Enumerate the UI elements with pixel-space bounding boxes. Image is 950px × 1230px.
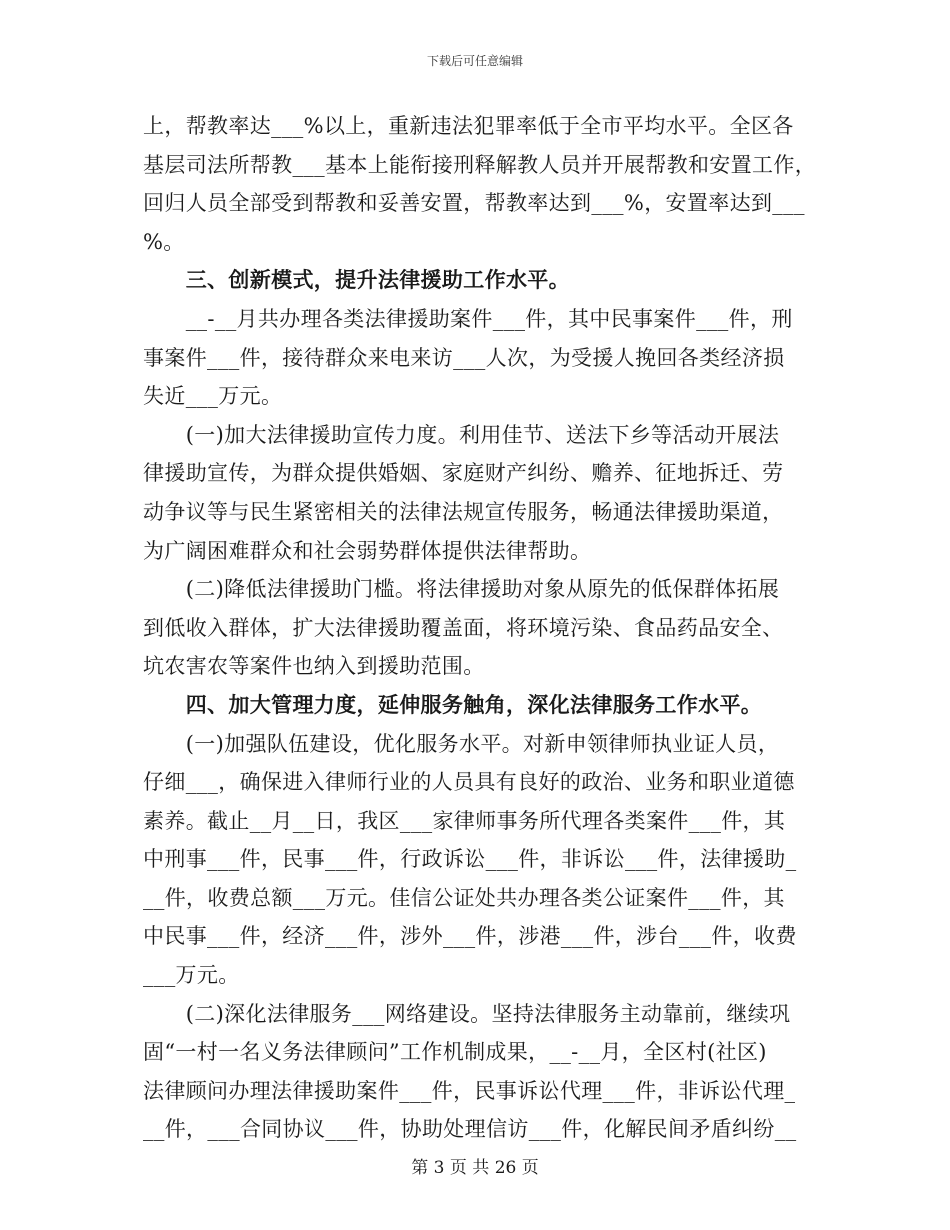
section-heading-3: 三、创新模式，提升法律援助工作水平。 xyxy=(143,267,570,293)
text-line: 回归人员全部受到帮教和妥善安置，帮教率达到___%，安置率达到___ xyxy=(143,191,805,216)
text-line: 律援助宣传，为群众提供婚姻、家庭财产纠纷、赡养、征地拆迁、劳 xyxy=(143,461,784,486)
section-heading-4: 四、加大管理力度，延伸服务触角，深化法律服务工作水平。 xyxy=(143,691,763,717)
text-line: 仔细___，确保进入律师行业的人员具有良好的政治、业务和职业道德 xyxy=(143,770,795,795)
text-line: %。 xyxy=(143,229,185,254)
text-line: 素养。截止__月__日，我区___家律师事务所代理各类案件___件，其 xyxy=(143,808,786,833)
text-line: 事案件___件，接待群众来电来访___人次，为受援人挽回各类经济损 xyxy=(143,345,785,370)
document-body xyxy=(143,107,817,1149)
text-line: 固“一村一名义务法律顾问”工作机制成果，__-__月，全区村(社区) xyxy=(143,1040,767,1065)
text-line: 失近___万元。 xyxy=(143,384,283,409)
text-line: 动争议等与民生紧密相关的法律法规宣传服务，畅通法律援助渠道， xyxy=(143,499,784,524)
page-header: 下载后可任意编辑 xyxy=(426,54,523,68)
text-line: __件，___合同协议___件，协助处理信访___件，化解民间矛盾纠纷__ xyxy=(143,1117,797,1142)
text-line: (一)加大法律援助宣传力度。利用佳节、送法下乡等活动开展法 xyxy=(143,422,780,447)
text-line: (二)深化法律服务___网络建设。坚持法律服务主动靠前，继续巩 xyxy=(143,1001,791,1026)
text-line: (二)降低法律援助门槛。将法律援助对象从原先的低保群体拓展 xyxy=(143,577,780,602)
text-line: __件，收费总额___万元。佳信公证处共办理各类公证案件___件，其 xyxy=(143,885,785,910)
text-line: 坑农害农等案件也纳入到援助范围。 xyxy=(143,654,485,679)
page-footer: 第 3 页 共 26 页 xyxy=(411,1158,539,1178)
text-line: (一)加强队伍建设，优化服务水平。对新申领律师执业证人员， xyxy=(143,731,780,756)
text-line: 上，帮教率达___%以上，重新违法犯罪率低于全市平均水平。全区各 xyxy=(143,114,794,138)
text-line: 中刑事___件，民事___件，行政诉讼___件，非诉讼___件，法律援助_ xyxy=(143,847,797,872)
text-line: 中民事___件，经济___件，涉外___件，涉港___件，涉台___件，收费 xyxy=(143,924,797,949)
text-line: 法律顾问办理法律援助案件___件，民事诉讼代理___件，非诉讼代理_ xyxy=(143,1078,796,1103)
text-line: 基层司法所帮教___基本上能衔接刑释解教人员并开展帮教和安置工作， xyxy=(143,152,817,177)
text-line: ___万元。 xyxy=(143,963,240,988)
text-line: __-__月共办理各类法律援助案件___件，其中民事案件___件，刑 xyxy=(143,306,793,331)
text-line: 到低收入群体，扩大法律援助覆盖面，将环境污染、食品药品安全、 xyxy=(143,615,784,640)
text-line: 为广阔困难群众和社会弱势群体提供法律帮助。 xyxy=(143,538,592,563)
